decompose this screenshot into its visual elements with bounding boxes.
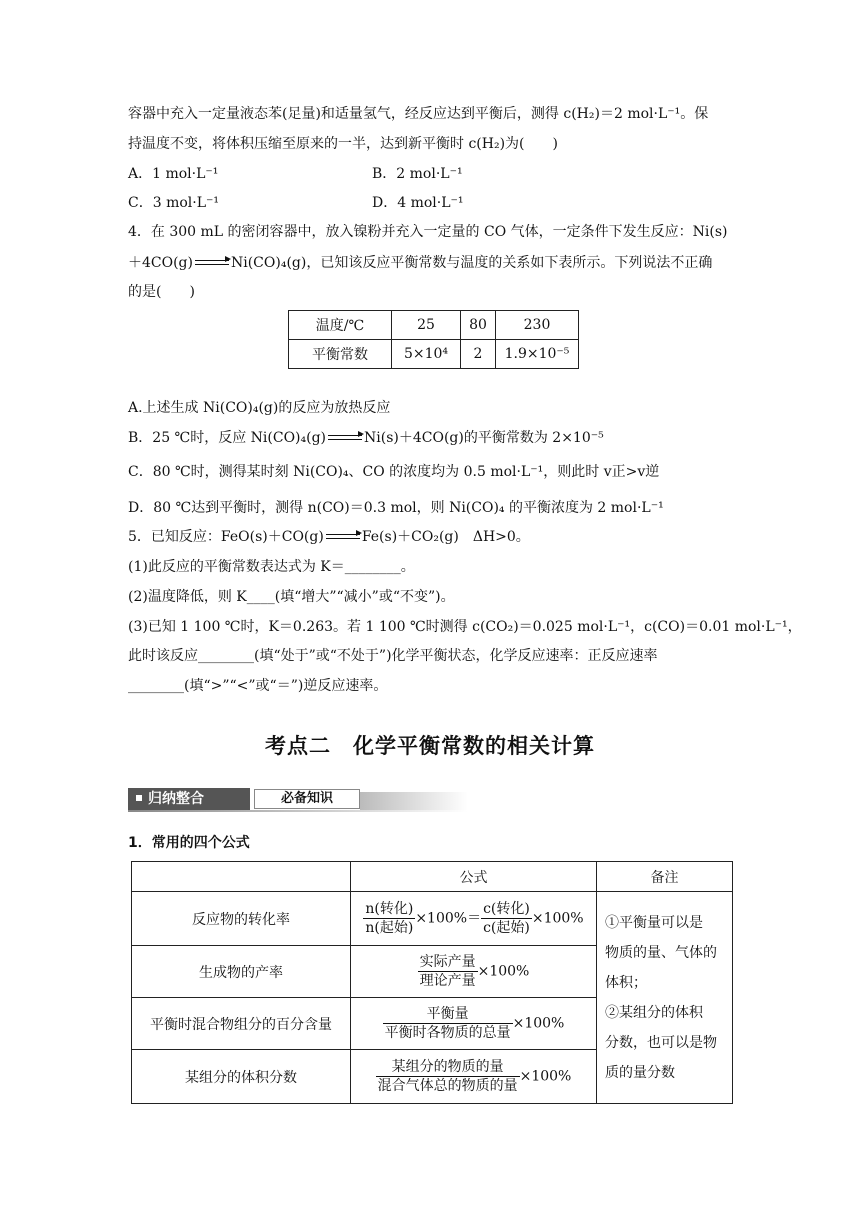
note-line: ②某组分的体积 bbox=[605, 1004, 703, 1021]
banner-underline bbox=[128, 810, 468, 812]
q5-part3-line1: (3)已知 1 100 ℃时，K＝0.263。若 1 100 ℃时测得 c(CO₂)＝0.025 mol·L⁻¹，c(CO)＝0.01 mol·L⁻¹， bbox=[128, 619, 802, 635]
q4-line2-part1: ＋4CO(g) bbox=[128, 255, 193, 271]
subsection-heading: 1．常用的四个公式 bbox=[128, 835, 250, 851]
square-bullet-icon bbox=[136, 795, 142, 801]
formula-tail: ×100% bbox=[477, 963, 530, 980]
banner-label-right: 必备知识 bbox=[254, 789, 360, 809]
numerator: c(转化) bbox=[483, 901, 530, 917]
note-line: 质的量分数 bbox=[605, 1064, 675, 1081]
fraction bbox=[376, 1058, 520, 1095]
formula-cell bbox=[351, 946, 597, 998]
formula-tail: ×100% bbox=[531, 910, 584, 927]
q4-text-line1: 4．在 300 mL 的密闭容器中，放入镍粉并充入一定量的 CO 气体，一定条件下发生反应：Ni(s) bbox=[128, 224, 728, 240]
q5-part3-line2: 此时该反应________(填“处于”或“不处于”)化学平衡状态，化学反应速率：正反应速率 bbox=[128, 648, 658, 664]
table-cell: 25 bbox=[392, 311, 461, 340]
table-row bbox=[289, 311, 579, 340]
table-header-cell bbox=[132, 862, 351, 892]
q3-option-b: B．2 mol·L⁻¹ bbox=[372, 166, 463, 182]
banner-fade bbox=[360, 792, 468, 810]
banner-label-left bbox=[128, 788, 250, 810]
note-line: 物质的量、气体的 bbox=[605, 944, 717, 961]
q4-option-a: A.上述生成 Ni(CO)₄(g)的反应为放热反应 bbox=[128, 400, 391, 416]
table-cell: 2 bbox=[461, 340, 496, 369]
table-cell: 平衡常数 bbox=[289, 340, 392, 369]
formula-operator: ×100%＝ bbox=[415, 910, 482, 927]
formula-cell bbox=[351, 1050, 597, 1104]
denominator: 理论产量 bbox=[419, 973, 476, 989]
q3-option-c: C．3 mol·L⁻¹ bbox=[128, 195, 219, 211]
formula-tail: ×100% bbox=[512, 1015, 565, 1032]
formula-name: 某组分的体积分数 bbox=[132, 1050, 351, 1104]
note-line: 分数，也可以是物 bbox=[605, 1034, 717, 1051]
formula-cell bbox=[351, 998, 597, 1050]
fraction bbox=[363, 900, 415, 937]
q5-text-line1 bbox=[128, 527, 530, 547]
formula-cell bbox=[351, 892, 597, 946]
denominator: n(起始) bbox=[365, 920, 414, 936]
formula-tail: ×100% bbox=[519, 1068, 572, 1085]
table-cell: 1.9×10⁻⁵ bbox=[496, 340, 579, 369]
fraction bbox=[481, 900, 532, 937]
denominator: 平衡时各物质的总量 bbox=[384, 1025, 511, 1041]
q4-text-line2 bbox=[128, 253, 712, 273]
numerator: 某组分的物质的量 bbox=[376, 1058, 520, 1077]
note-line: 体积； bbox=[605, 974, 647, 991]
numerator: 实际产量 bbox=[419, 954, 476, 970]
q5-part1: (1)此反应的平衡常数表达式为 K＝________。 bbox=[128, 559, 415, 575]
equilibrium-arrow-icon bbox=[324, 533, 362, 541]
equilibrium-constant-table bbox=[288, 310, 579, 369]
formula-name: 平衡时混合物组分的百分含量 bbox=[132, 998, 351, 1050]
note-line: ①平衡量可以是 bbox=[605, 914, 703, 931]
q4-line2-part2: Ni(CO)₄(g)，已知该反应平衡常数与温度的关系如下表所示。下列说法不正确 bbox=[230, 255, 713, 271]
section-banner bbox=[128, 788, 468, 812]
numerator: n(转化) bbox=[365, 901, 414, 917]
q4-option-b-part1: B．25 ℃时，反应 Ni(CO)₄(g) bbox=[128, 430, 327, 446]
q3-text-line1: 容器中充入一定量液态苯(足量)和适量氢气，经反应达到平衡后，测得 c(H₂)＝2 mol·L⁻¹。保 bbox=[128, 106, 709, 122]
section-title: 考点二 化学平衡常数的相关计算 bbox=[265, 734, 595, 758]
denominator: 混合气体总的物质的量 bbox=[377, 1078, 518, 1094]
q3-text-line2: 持温度不变，将体积压缩至原来的一半，达到新平衡时 c(H₂)为( ) bbox=[128, 136, 558, 152]
q3-option-d: D．4 mol·L⁻¹ bbox=[372, 195, 464, 211]
banner-left-text: 归纳整合 bbox=[148, 791, 204, 807]
table-row bbox=[289, 340, 579, 369]
fraction bbox=[418, 953, 478, 990]
q3-option-a: A．1 mol·L⁻¹ bbox=[128, 166, 219, 182]
q5-part2: (2)温度降低，则 K____(填“增大”“减小”或“不变”)。 bbox=[128, 589, 455, 605]
equilibrium-arrow-icon bbox=[193, 259, 231, 267]
table-row bbox=[132, 862, 733, 892]
q4-option-c: C．80 ℃时，测得某时刻 Ni(CO)₄、CO 的浓度均为 0.5 mol·L⁻¹，则此时 v正>v逆 bbox=[128, 464, 660, 480]
q5-part3-line3: ________(填“>”“<”或“＝”)逆反应速率。 bbox=[128, 678, 388, 694]
equilibrium-arrow-icon bbox=[326, 434, 364, 442]
q4-option-d: D．80 ℃达到平衡时，测得 n(CO)＝0.3 mol，则 Ni(CO)₄ 的平衡浓度为 2 mol·L⁻¹ bbox=[128, 500, 664, 516]
table-row bbox=[132, 892, 733, 946]
table-cell: 5×10⁴ bbox=[392, 340, 461, 369]
q4-text-line3: 的是( ) bbox=[128, 284, 195, 300]
q4-option-b bbox=[128, 428, 604, 448]
q5-line1-part2: Fe(s)＋CO₂(g) ΔH>0。 bbox=[361, 529, 530, 545]
formula-name: 反应物的转化率 bbox=[132, 892, 351, 946]
fraction bbox=[383, 1005, 513, 1042]
q5-line1-part1: 5．已知反应：FeO(s)＋CO(g) bbox=[128, 529, 324, 545]
table-cell: 温度/℃ bbox=[289, 311, 392, 340]
table-cell: 80 bbox=[461, 311, 496, 340]
denominator: c(起始) bbox=[483, 920, 530, 936]
formula-name: 生成物的产率 bbox=[132, 946, 351, 998]
note-cell bbox=[597, 892, 733, 1104]
table-header-cell: 备注 bbox=[597, 862, 733, 892]
q4-option-b-part2: Ni(s)＋4CO(g)的平衡常数为 2×10⁻⁵ bbox=[364, 430, 604, 446]
table-cell: 230 bbox=[496, 311, 579, 340]
formula-table bbox=[131, 861, 733, 1104]
table-header-cell: 公式 bbox=[351, 862, 597, 892]
numerator: 平衡量 bbox=[383, 1005, 513, 1024]
